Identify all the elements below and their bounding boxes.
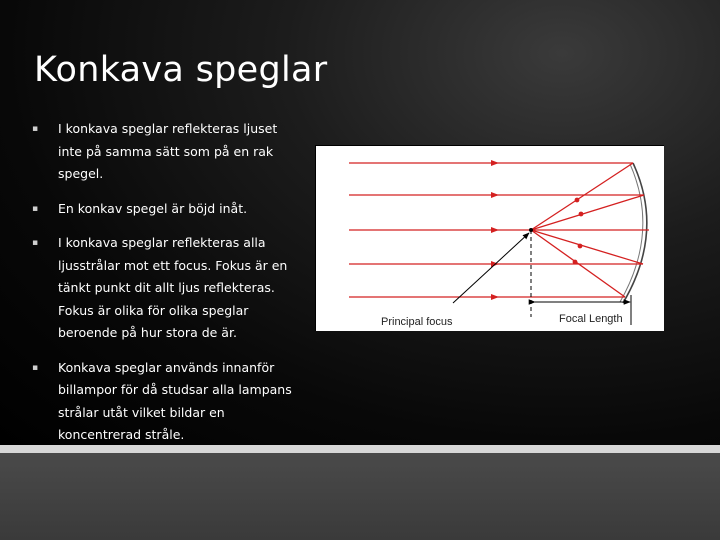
incoming-arrowheads	[491, 160, 499, 300]
ray-arrowhead	[579, 212, 584, 217]
mirror-curve-outer	[623, 163, 647, 303]
bullet-item	[30, 118, 300, 186]
divider-bar	[0, 445, 720, 453]
diagram-svg	[315, 145, 664, 331]
bullet-text: I konkava speglar reflekteras ljuset inte på samma sätt som på en rak spegel.	[58, 121, 278, 181]
bullet-icon: ▪	[32, 362, 39, 373]
concave-mirror-diagram	[315, 145, 664, 331]
bullet-item	[30, 232, 300, 345]
ray-arrowhead	[573, 260, 578, 265]
bullet-item	[30, 357, 300, 447]
ray-arrowhead	[491, 227, 499, 233]
bullet-icon: ▪	[32, 124, 39, 134]
bullet-icon: ▪	[32, 238, 39, 248]
principal-focus-label: Principal focus	[381, 316, 453, 328]
focal-length-label: Focal Length	[559, 313, 623, 325]
lower-panel	[0, 453, 720, 540]
focus-pointer-arrow	[453, 233, 529, 303]
ray-arrowhead	[578, 244, 583, 249]
ray-arrowhead	[491, 160, 499, 166]
ray-arrowhead	[575, 198, 580, 203]
bullet-text: I konkava speglar reflekteras alla ljusstrålar mot ett focus. Fokus är en tänkt punkt dit allt ljus reflekteras. Fokus är olika för olika speglar beroende på hur stora de är.	[58, 235, 288, 340]
reflected-ray-2	[531, 195, 644, 230]
reflected-arrowheads	[573, 198, 584, 265]
bullet-text: Konkava speglar används innanför billampor för då studsar alla lampans strålar utåt vilket bildar en koncentrerad stråle.	[58, 359, 292, 442]
bullet-item	[30, 198, 300, 221]
reflected-ray-3	[531, 230, 643, 264]
slide-title: Konkava speglar	[34, 50, 328, 90]
reflected-ray-1	[531, 163, 633, 230]
bullet-icon: ▪	[32, 203, 39, 214]
bullet-list	[30, 118, 300, 459]
ray-arrowhead	[491, 192, 499, 198]
bullet-text: En konkav spegel är böjd inåt.	[58, 200, 248, 216]
mirror-curve-inner	[620, 164, 643, 302]
ray-arrowhead	[491, 294, 499, 300]
